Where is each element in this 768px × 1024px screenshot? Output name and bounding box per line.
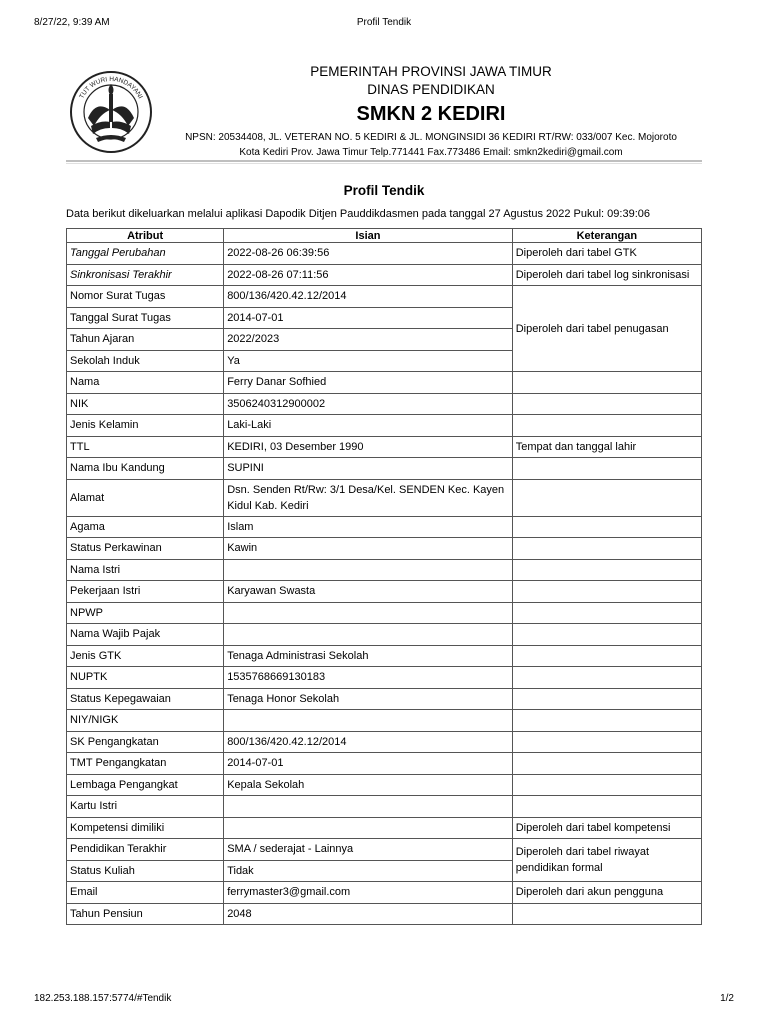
- table-row: [67, 286, 702, 308]
- letterhead-province: PEMERINTAH PROVINSI JAWA TIMUR: [310, 64, 552, 79]
- row-note: [512, 731, 701, 753]
- row-value: SUPINI: [224, 458, 513, 480]
- letterhead-school-name: SMKN 2 KEDIRI: [356, 103, 506, 125]
- row-note: Diperoleh dari tabel GTK: [512, 243, 701, 265]
- row-label: NUPTK: [67, 667, 224, 689]
- table-row: [67, 415, 702, 437]
- row-note: Diperoleh dari tabel riwayat pendidikan formal: [512, 839, 701, 882]
- row-label: Status Kepegawaian: [67, 688, 224, 710]
- intro-text: Data berikut dikeluarkan melalui aplikasi Dapodik Ditjen Pauddikdasmen pada tanggal 27 Agustus 2022 Pukul: 09:39:06: [66, 208, 650, 220]
- table-row: [67, 839, 702, 861]
- row-value: Kawin: [224, 538, 513, 560]
- row-label: Kartu Istri: [67, 796, 224, 818]
- table-row: [67, 817, 702, 839]
- table-row: [67, 516, 702, 538]
- table-row: [67, 559, 702, 581]
- row-value: Kepala Sekolah: [224, 774, 513, 796]
- row-value: 2022-08-26 07:11:56: [224, 264, 513, 286]
- row-label: Pendidikan Terakhir: [67, 839, 224, 861]
- row-note: Diperoleh dari tabel log sinkronisasi: [512, 264, 701, 286]
- row-label: Nama: [67, 372, 224, 394]
- table-row: [67, 393, 702, 415]
- table-row: [67, 667, 702, 689]
- row-note: Diperoleh dari tabel kompetensi: [512, 817, 701, 839]
- row-value: Ferry Danar Sofhied: [224, 372, 513, 394]
- row-note: [512, 667, 701, 689]
- row-value: KEDIRI, 03 Desember 1990: [224, 436, 513, 458]
- letterhead-address-line2: Kota Kediri Prov. Jawa Timur Telp.771441 Fax.773486 Email: smkn2kediri@gmail.com: [239, 147, 623, 158]
- letterhead: [160, 62, 702, 160]
- row-label: Lembaga Pengangkat: [67, 774, 224, 796]
- print-page-number: 1/2: [720, 993, 734, 1004]
- row-note: [512, 710, 701, 732]
- row-label: Status Kuliah: [67, 860, 224, 882]
- row-note: [512, 624, 701, 646]
- row-value: Tidak: [224, 860, 513, 882]
- row-label: NPWP: [67, 602, 224, 624]
- row-note: [512, 516, 701, 538]
- row-note: [512, 479, 701, 516]
- row-value: [224, 559, 513, 581]
- table-row: [67, 581, 702, 603]
- header-keterangan: Keterangan: [512, 229, 701, 243]
- row-label: Jenis Kelamin: [67, 415, 224, 437]
- row-note: [512, 393, 701, 415]
- emblem-text: TUT WURI HANDAYANI: [78, 75, 144, 100]
- row-value: Laki-Laki: [224, 415, 513, 437]
- row-label: SK Pengangkatan: [67, 731, 224, 753]
- table-row: [67, 602, 702, 624]
- row-value: 1535768669130183: [224, 667, 513, 689]
- row-value: Tenaga Honor Sekolah: [224, 688, 513, 710]
- row-note: [512, 796, 701, 818]
- row-label: Nama Ibu Kandung: [67, 458, 224, 480]
- row-value: 3506240312900002: [224, 393, 513, 415]
- row-note: [512, 645, 701, 667]
- table-row: [67, 645, 702, 667]
- row-label: Status Perkawinan: [67, 538, 224, 560]
- row-label: TTL: [67, 436, 224, 458]
- print-datetime: 8/27/22, 9:39 AM: [34, 17, 110, 28]
- row-value: Ya: [224, 350, 513, 372]
- table-row: [67, 436, 702, 458]
- row-note: [512, 559, 701, 581]
- page-title: Profil Tendik: [343, 183, 425, 198]
- header-atribut: Atribut: [67, 229, 224, 243]
- row-label: NIK: [67, 393, 224, 415]
- letterhead-office: DINAS PENDIDIKAN: [367, 82, 495, 97]
- row-value: Tenaga Administrasi Sekolah: [224, 645, 513, 667]
- row-label: Tanggal Surat Tugas: [67, 307, 224, 329]
- row-value: 800/136/420.42.12/2014: [224, 286, 513, 308]
- row-value: 2022/2023: [224, 329, 513, 351]
- row-label: Email: [67, 882, 224, 904]
- row-label: Jenis GTK: [67, 645, 224, 667]
- row-label: Kompetensi dimiliki: [67, 817, 224, 839]
- table-row: [67, 372, 702, 394]
- row-value: [224, 796, 513, 818]
- table-row: [67, 710, 702, 732]
- print-footer: [34, 993, 734, 1007]
- table-row: [67, 264, 702, 286]
- row-note: Diperoleh dari akun pengguna: [512, 882, 701, 904]
- table-row: [67, 882, 702, 904]
- header-isian: Isian: [224, 229, 513, 243]
- row-label: Tahun Ajaran: [67, 329, 224, 351]
- row-label: Pekerjaan Istri: [67, 581, 224, 603]
- row-value: 2022-08-26 06:39:56: [224, 243, 513, 265]
- row-label: Nomor Surat Tugas: [67, 286, 224, 308]
- row-value: [224, 602, 513, 624]
- row-note: [512, 372, 701, 394]
- row-value: Karyawan Swasta: [224, 581, 513, 603]
- table-row: [67, 458, 702, 480]
- row-label: TMT Pengangkatan: [67, 753, 224, 775]
- tut-wuri-handayani-emblem-icon: [66, 70, 156, 154]
- row-note: [512, 753, 701, 775]
- row-value: 2014-07-01: [224, 307, 513, 329]
- row-value: [224, 817, 513, 839]
- print-url: 182.253.188.157:5774/#Tendik: [34, 993, 172, 1004]
- letterhead-address-line1: NPSN: 20534408, JL. VETERAN NO. 5 KEDIRI & JL. MONGINSIDI 36 KEDIRI RT/RW: 033/007 Kec. Mojoroto: [185, 132, 677, 143]
- table-row: [67, 731, 702, 753]
- row-value: [224, 624, 513, 646]
- row-note: [512, 458, 701, 480]
- row-value: [224, 710, 513, 732]
- letterhead-divider-thin: [66, 163, 702, 164]
- table-row: [67, 753, 702, 775]
- table-row: [67, 538, 702, 560]
- row-note: [512, 581, 701, 603]
- row-label: Tanggal Perubahan: [67, 243, 224, 265]
- table-row: [67, 796, 702, 818]
- row-note: Tempat dan tanggal lahir: [512, 436, 701, 458]
- row-value: Islam: [224, 516, 513, 538]
- profile-table: [66, 228, 702, 925]
- table-row: [67, 903, 702, 925]
- table-row: [67, 688, 702, 710]
- table-row: [67, 479, 702, 516]
- row-value: Dsn. Senden Rt/Rw: 3/1 Desa/Kel. SENDEN Kec. Kayen Kidul Kab. Kediri: [224, 479, 513, 516]
- row-value: ferrymaster3@gmail.com: [224, 882, 513, 904]
- row-value: 2014-07-01: [224, 753, 513, 775]
- row-note: Diperoleh dari tabel penugasan: [512, 286, 701, 372]
- row-label: Tahun Pensiun: [67, 903, 224, 925]
- row-label: Sinkronisasi Terakhir: [67, 264, 224, 286]
- row-value: 2048: [224, 903, 513, 925]
- row-note: [512, 688, 701, 710]
- row-value: SMA / sederajat - Lainnya: [224, 839, 513, 861]
- print-page-title: Profil Tendik: [356, 17, 412, 28]
- table-row: [67, 624, 702, 646]
- row-note: [512, 903, 701, 925]
- row-note: [512, 602, 701, 624]
- row-note: [512, 415, 701, 437]
- row-label: Nama Wajib Pajak: [67, 624, 224, 646]
- row-value: 800/136/420.42.12/2014: [224, 731, 513, 753]
- table-row: [67, 774, 702, 796]
- row-label: Agama: [67, 516, 224, 538]
- table-row: [67, 243, 702, 265]
- letterhead-divider: [66, 160, 702, 162]
- print-header: [34, 17, 734, 31]
- row-label: NIY/NIGK: [67, 710, 224, 732]
- table-header-row: [67, 229, 702, 243]
- row-note: [512, 538, 701, 560]
- row-note: [512, 774, 701, 796]
- row-label: Sekolah Induk: [67, 350, 224, 372]
- row-label: Nama Istri: [67, 559, 224, 581]
- row-label: Alamat: [67, 479, 224, 516]
